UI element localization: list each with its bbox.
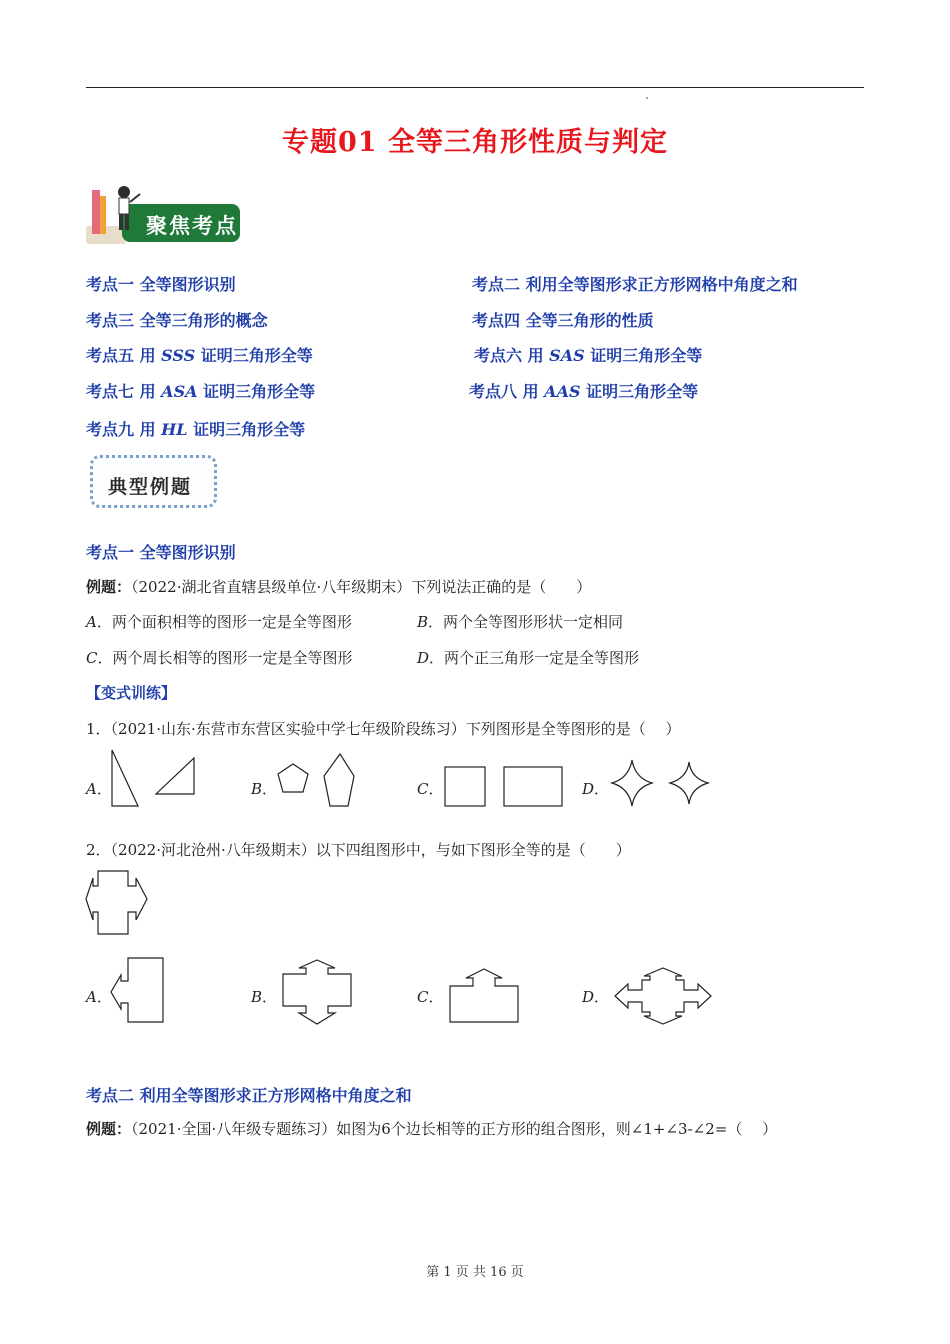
section2-heading: 考点二 利用全等图形求正方形网格中角度之和 xyxy=(86,1086,412,1105)
variant-training-label: 【变式训练】 xyxy=(86,684,177,702)
kaodian-item-1[interactable]: 考点一 全等图形识别 xyxy=(86,275,236,294)
kaodian-item-8[interactable] xyxy=(469,379,698,402)
q2-shape-c xyxy=(447,966,523,1026)
typical-examples-label: 典型例题 xyxy=(108,476,193,498)
q2-choice-d-letter: D xyxy=(582,988,595,1006)
option-b-text: ．两个全等图形形状一定相同 xyxy=(428,613,624,631)
kaodian-item-5-method: SSS xyxy=(161,346,196,365)
page-title: 专题01 全等三角形性质与判定 xyxy=(282,127,668,158)
kaodian-item-5-prefix: 考点五 用 xyxy=(86,346,162,365)
option-c-text: ．两个周长相等的图形一定是全等图形 xyxy=(97,649,353,667)
q2-choice-c-letter: C xyxy=(417,988,429,1006)
question-1: 1．（2021·山东·东营市东营区实验中学七年级阶段练习）下列图形是全等图形的是（ ） xyxy=(86,720,681,738)
kaodian-item-9[interactable] xyxy=(86,417,305,440)
option-c[interactable] xyxy=(86,647,353,668)
example-text: （2022·湖北省直辖县级单位·八年级期末）下列说法正确的是（ ） xyxy=(131,578,592,596)
q1-shape-a-triangles xyxy=(108,748,200,810)
page-footer: 第 1 页 共 16 页 xyxy=(426,1265,524,1280)
section2-example-label: 例题： xyxy=(86,1120,132,1138)
q1-choice-a-letter: A xyxy=(86,780,97,798)
option-a-letter: A xyxy=(86,613,97,631)
q1-choice-a[interactable]: A． xyxy=(86,780,112,798)
kaodian-item-8-method: AAS xyxy=(544,382,581,401)
question-2: 2．（2022·河北沧州·八年级期末）以下四组图形中，与如下图形全等的是（ ） xyxy=(86,841,631,859)
q2-reference-shape xyxy=(84,868,150,938)
option-d-text: ．两个正三角形一定是全等图形 xyxy=(429,649,640,667)
q1-shape-c-rectangles xyxy=(442,764,566,810)
option-c-letter: C xyxy=(86,649,98,667)
q2-shape-d xyxy=(612,966,714,1028)
kaodian-item-7-method: ASA xyxy=(161,382,198,401)
q1-choice-c-letter: C xyxy=(417,780,429,798)
kaodian-item-5-suffix: 证明三角形全等 xyxy=(195,346,313,365)
option-d[interactable] xyxy=(417,647,639,668)
section1-example xyxy=(86,576,591,597)
kaodian-item-6-method: SAS xyxy=(549,346,585,365)
q1-choice-b-letter: B xyxy=(251,780,263,798)
q1-choice-c[interactable]: C． xyxy=(417,780,444,798)
kaodian-item-7-prefix: 考点七 用 xyxy=(86,382,162,401)
kaodian-item-9-suffix: 证明三角形全等 xyxy=(187,420,306,439)
option-a[interactable] xyxy=(86,611,352,632)
kaodian-item-4[interactable]: 考点四 全等三角形的性质 xyxy=(472,311,654,330)
q2-choice-c[interactable]: C． xyxy=(417,988,444,1006)
kaodian-item-5[interactable] xyxy=(86,343,313,366)
kaodian-item-6[interactable] xyxy=(474,343,702,366)
option-b[interactable] xyxy=(417,611,623,632)
q2-choice-b-letter: B xyxy=(251,988,263,1006)
header-rule xyxy=(86,87,864,88)
section1-heading: 考点一 全等图形识别 xyxy=(86,543,236,562)
q2-choice-a-letter: A xyxy=(86,988,97,1006)
section2-example xyxy=(86,1118,777,1139)
q1-shape-d-stars xyxy=(608,756,714,812)
option-d-letter: D xyxy=(417,649,430,667)
section2-example-text: （2021·全国·八年级专题练习）如图为6个边长相等的正方形的组合图形，则∠1+∠3-∠2=（ ） xyxy=(131,1120,778,1138)
option-a-text: ．两个面积相等的图形一定是全等图形 xyxy=(96,613,352,631)
kaodian-item-6-prefix: 考点六 用 xyxy=(474,346,550,365)
q2-choice-a[interactable]: A． xyxy=(86,988,112,1006)
kaodian-item-3[interactable]: 考点三 全等三角形的概念 xyxy=(86,311,268,330)
q1-shape-b-pentagons xyxy=(274,752,360,810)
q2-shape-b xyxy=(280,958,354,1028)
q1-choice-d[interactable]: D． xyxy=(582,780,610,798)
q2-choice-b[interactable]: B． xyxy=(251,988,278,1006)
kaodian-item-2[interactable]: 考点二 利用全等图形求正方形网格中角度之和 xyxy=(472,275,798,294)
kaodian-item-9-prefix: 考点九 用 xyxy=(86,420,162,439)
header-dot xyxy=(646,97,648,99)
kaodian-item-6-suffix: 证明三角形全等 xyxy=(584,346,703,365)
kaodian-item-9-method: HL xyxy=(161,420,188,439)
kaodian-item-8-prefix: 考点八 用 xyxy=(469,382,545,401)
kaodian-item-7[interactable] xyxy=(86,379,315,402)
kaodian-item-8-suffix: 证明三角形全等 xyxy=(580,382,699,401)
q1-choice-b[interactable]: B． xyxy=(251,780,278,798)
example-label: 例题： xyxy=(86,578,132,596)
q2-choice-d[interactable]: D． xyxy=(582,988,610,1006)
kaodian-item-7-suffix: 证明三角形全等 xyxy=(197,382,316,401)
q1-choice-d-letter: D xyxy=(582,780,595,798)
q2-shape-a xyxy=(108,956,168,1026)
focus-section-label: 聚焦考点 xyxy=(146,213,238,238)
option-b-letter: B xyxy=(417,613,429,631)
